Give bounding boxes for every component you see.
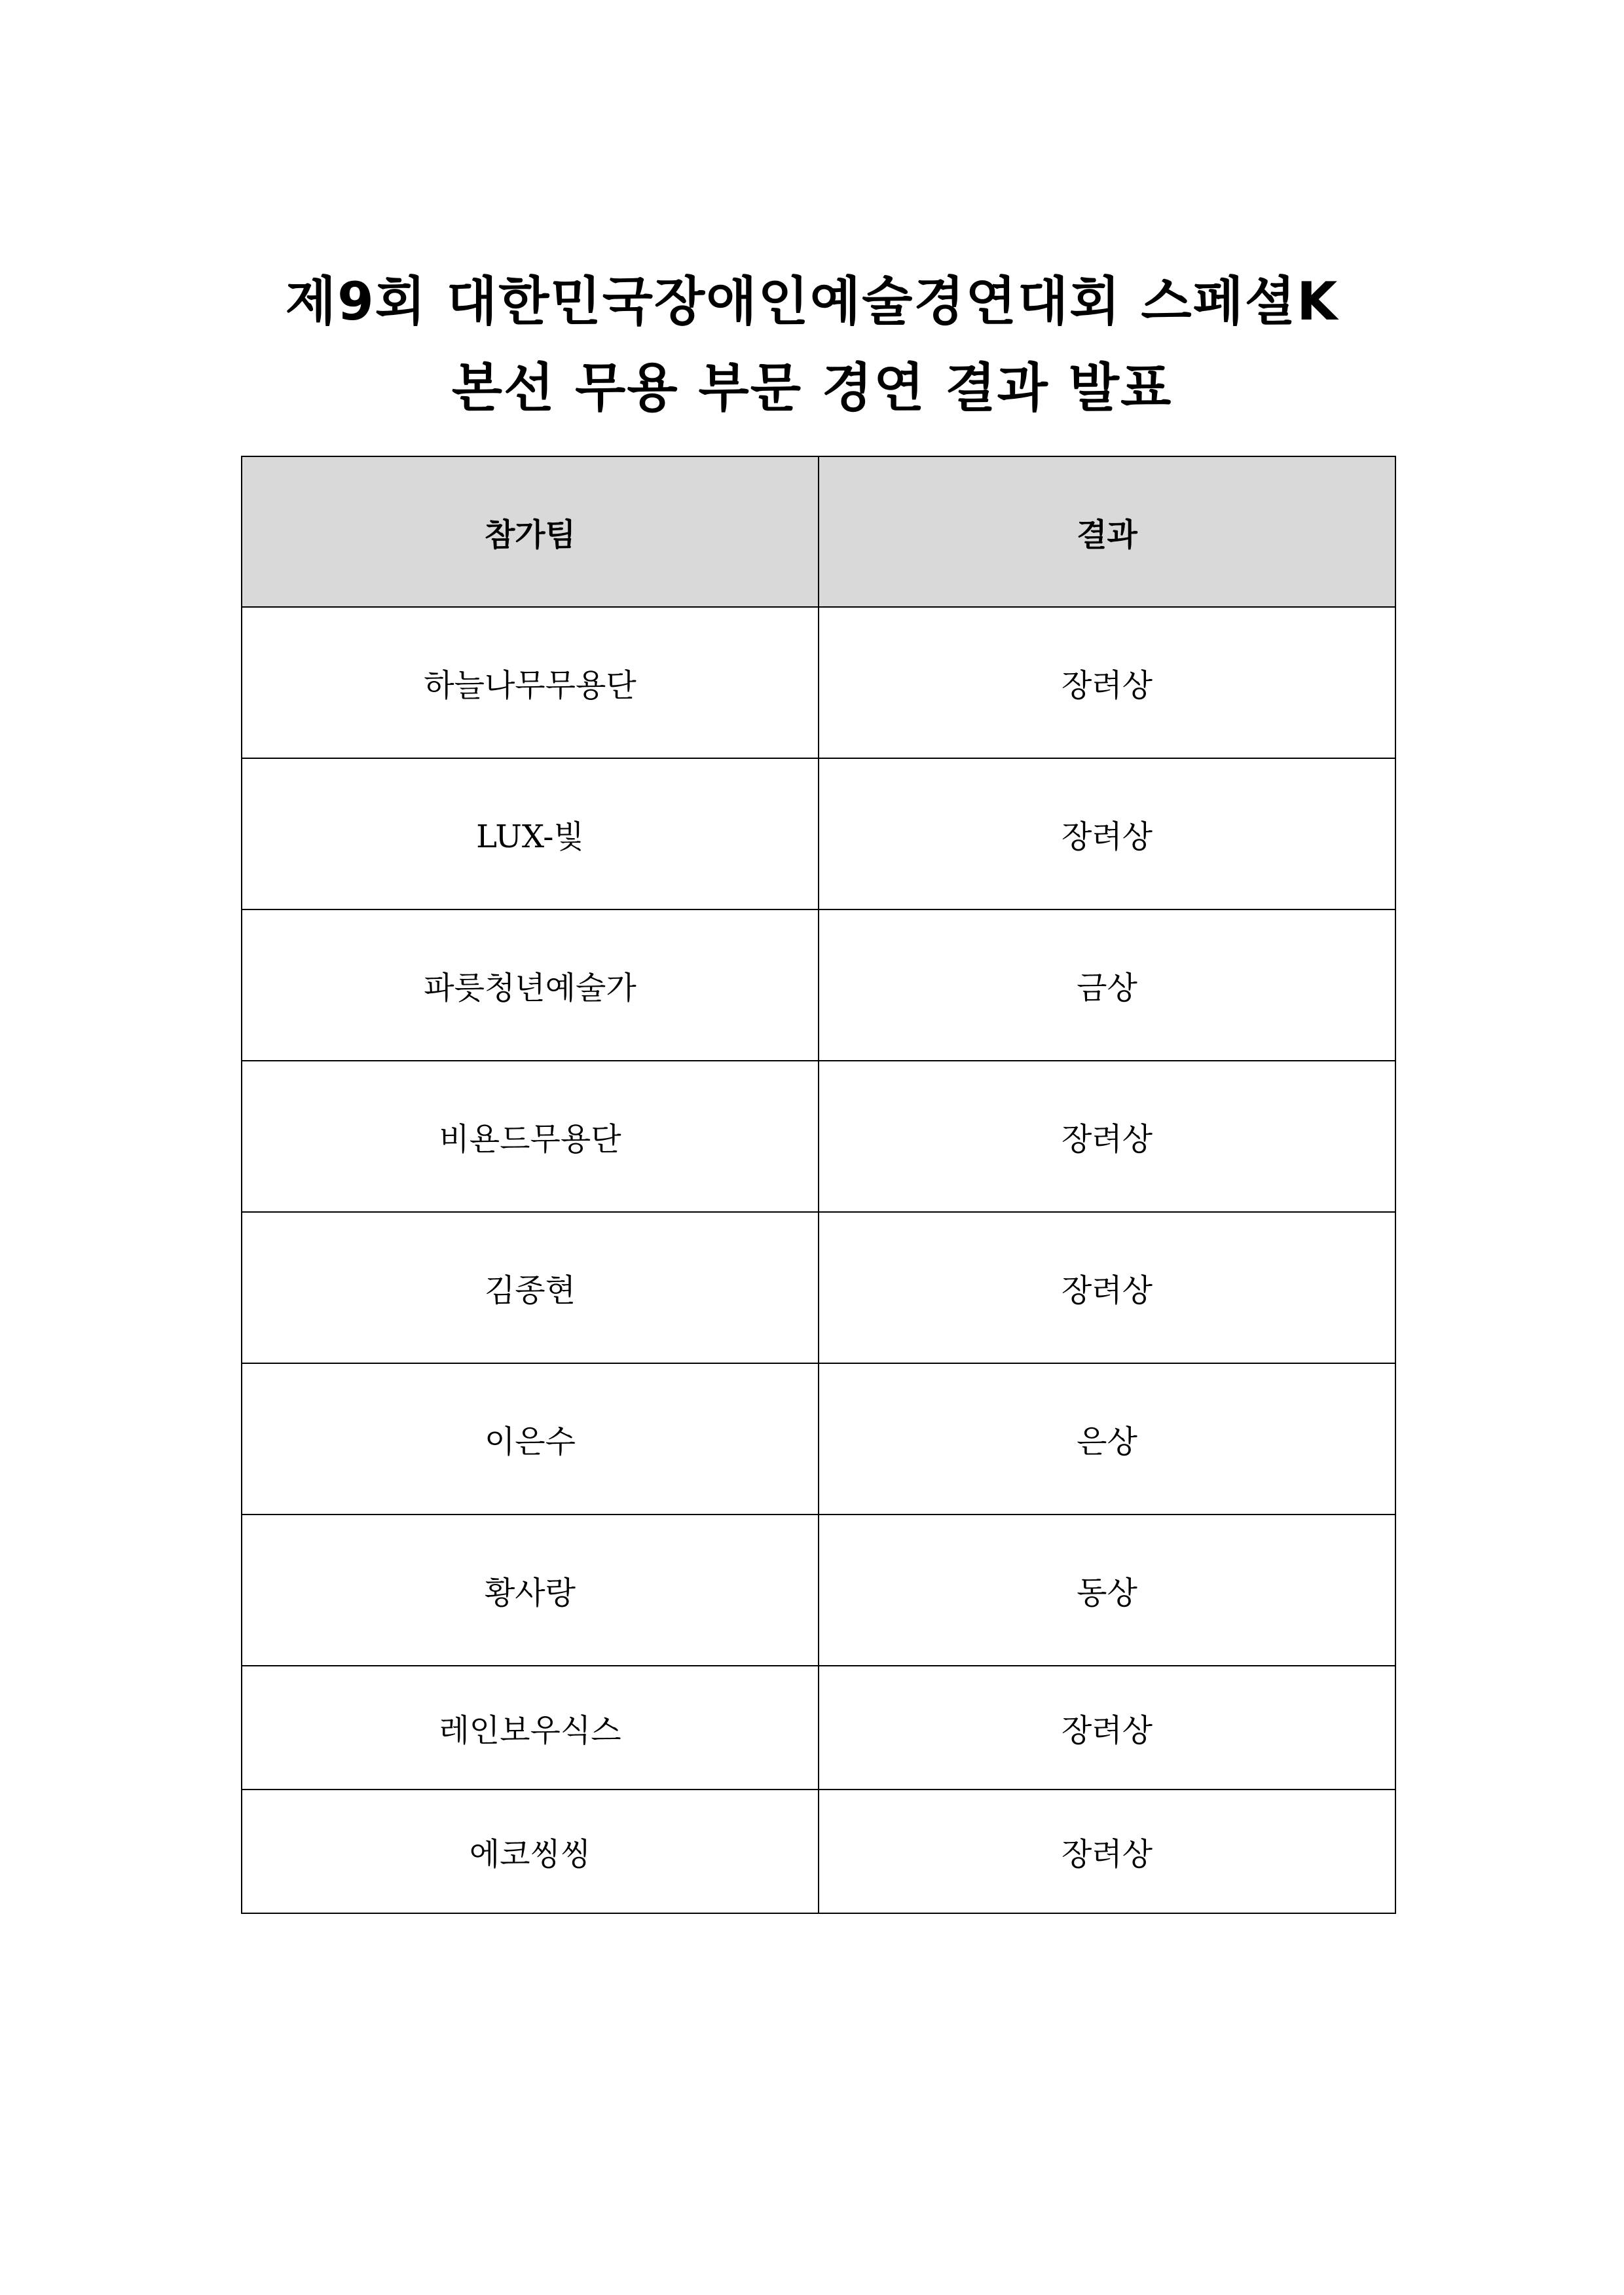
result-cell: 장려상 bbox=[819, 1666, 1395, 1790]
table-body bbox=[242, 607, 1395, 1913]
result-cell: 장려상 bbox=[819, 1061, 1395, 1212]
table-row bbox=[242, 758, 1395, 909]
result-cell: 장려상 bbox=[819, 758, 1395, 909]
table-row bbox=[242, 1666, 1395, 1790]
title-line-1: 제9회 대한민국장애인예술경연대회 스페셜K bbox=[285, 271, 1339, 332]
team-cell: 하늘나무무용단 bbox=[242, 607, 819, 758]
table-row bbox=[242, 1363, 1395, 1515]
table-row bbox=[242, 1790, 1395, 1913]
result-column-header: 결과 bbox=[819, 456, 1395, 607]
team-cell: 파릇청년예술가 bbox=[242, 909, 819, 1061]
result-cell: 장려상 bbox=[819, 1212, 1395, 1363]
result-cell: 장려상 bbox=[819, 607, 1395, 758]
result-cell: 장려상 bbox=[819, 1790, 1395, 1913]
table-row bbox=[242, 1515, 1395, 1666]
table-row bbox=[242, 1061, 1395, 1212]
team-cell: 김종현 bbox=[242, 1212, 819, 1363]
team-cell: 이은수 bbox=[242, 1363, 819, 1515]
team-cell: LUX-빛 bbox=[242, 758, 819, 909]
header-row bbox=[242, 456, 1395, 607]
table-header bbox=[242, 456, 1395, 607]
team-cell: 비욘드무용단 bbox=[242, 1061, 819, 1212]
title-line-2: 본선 무용 부문 경연 결과 발표 bbox=[451, 358, 1173, 418]
result-cell: 은상 bbox=[819, 1363, 1395, 1515]
team-cell: 황사랑 bbox=[242, 1515, 819, 1666]
result-cell: 금상 bbox=[819, 909, 1395, 1061]
page-title bbox=[0, 259, 1624, 431]
team-column-header: 참가팀 bbox=[242, 456, 819, 607]
table-row bbox=[242, 607, 1395, 758]
result-cell: 동상 bbox=[819, 1515, 1395, 1666]
results-table bbox=[241, 456, 1396, 1914]
table-row bbox=[242, 909, 1395, 1061]
team-cell: 에코씽씽 bbox=[242, 1790, 819, 1913]
team-cell: 레인보우식스 bbox=[242, 1666, 819, 1790]
table-row bbox=[242, 1212, 1395, 1363]
